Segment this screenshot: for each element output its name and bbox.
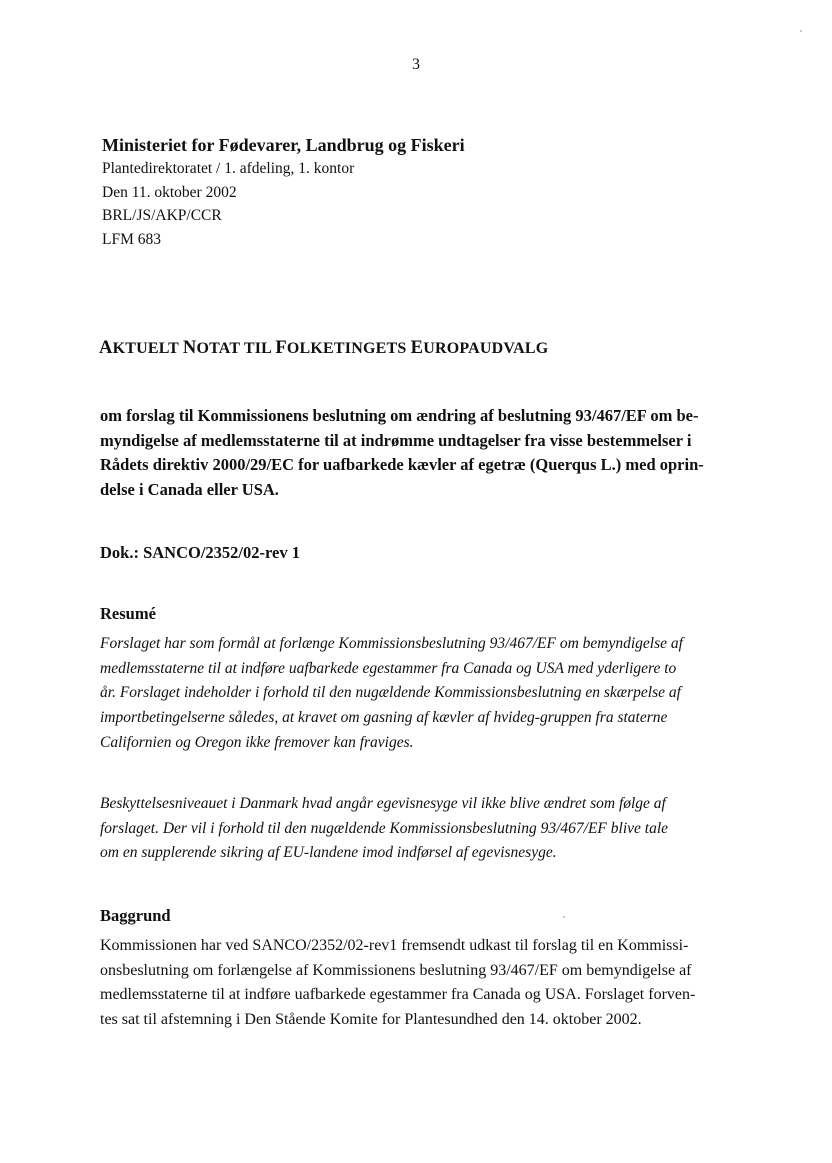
scan-speck <box>563 916 565 918</box>
baggrund-line: Kommissionen har ved SANCO/2352/02-rev1 fremsendt udkast til forslag til en Kommissi- <box>100 937 689 954</box>
baggrund-line: onsbeslutning om forlængelse af Kommissionens beslutning 93/467/EF om bemyndigelse af <box>100 961 692 979</box>
subject-line: myndigelse af medlemsstaterne til at indrømme undtagelser fra visse bestemmelser i <box>100 430 692 450</box>
scan-speck <box>800 30 802 32</box>
resume-paragraph <box>100 632 750 756</box>
resume-line: Forslaget har som formål at forlænge Kommissionsbeslutning 93/467/EF om bemyndigelse af <box>100 635 683 652</box>
resume-line: medlemsstaterne til at indføre uafbarkede egestammer fra Canada og USA med yderligere to <box>100 659 677 677</box>
document-reference: Dok.: SANCO/2352/02-rev 1 <box>100 543 300 562</box>
resume-line: importbetingelserne således, at kravet om gasning af kævler af hvideg-gruppen fra staterne <box>100 709 668 727</box>
baggrund-line: tes sat til afstemning i Den Stående Komite for Plantesundhed den 14. oktober 2002. <box>100 1010 642 1028</box>
lfm-number: LFM 683 <box>102 230 161 248</box>
subject-line: delse i Canada eller USA. <box>100 479 279 499</box>
ministry-name: Ministeriet for Fødevarer, Landbrug og Fiskeri <box>102 135 465 155</box>
protection-line: om en supplerende sikring af EU-landene imod indførsel af egevisnesyge. <box>100 844 557 862</box>
resume-heading: Resumé <box>100 604 156 623</box>
letterhead <box>102 133 465 251</box>
document-date: Den 11. oktober 2002 <box>102 183 237 201</box>
resume-line: år. Forslaget indeholder i forhold til den nugældende Kommissionsbeslutning en skærpelse af <box>100 684 681 702</box>
page-number: 3 <box>412 56 420 73</box>
baggrund-paragraph <box>100 934 740 1032</box>
subject-line: Rådets direktiv 2000/29/EC for uafbarkede kævler af egetræ (Querqus L.) med oprin- <box>100 455 704 474</box>
baggrund-line: medlemsstaterne til at indføre uafbarkede egestammer fra Canada og USA. Forslaget forven- <box>100 986 696 1003</box>
notat-title: AKTUELT NOTAT TIL FOLKETINGETS EUROPAUDVALG <box>99 338 549 358</box>
department: Plantedirektoratet / 1. afdeling, 1. kontor <box>102 160 355 177</box>
reference-code: BRL/JS/AKP/CCR <box>102 207 222 224</box>
subject-line: om forslag til Kommissionens beslutning om ændring af beslutning 93/467/EF om be- <box>100 406 699 425</box>
protection-line: forslaget. Der vil i forhold til den nugældende Kommissionsbeslutning 93/467/EF blive tale <box>100 819 669 837</box>
baggrund-heading: Baggrund <box>100 906 171 925</box>
subject-paragraph <box>100 404 740 502</box>
protection-line: Beskyttelsesniveauet i Danmark hvad angår egevisnesyge vil ikke blive ændret som følge af <box>100 795 666 812</box>
protection-paragraph <box>100 792 750 866</box>
resume-line: Californien og Oregon ikke fremover kan fraviges. <box>100 733 414 751</box>
